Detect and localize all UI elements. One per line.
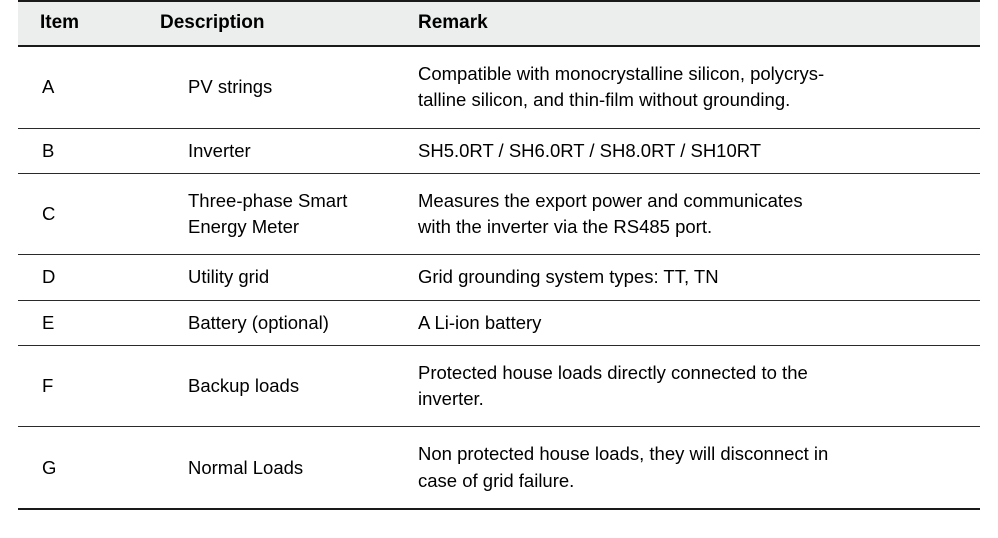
- remark-line: Protected house loads directly connected to the: [418, 361, 808, 383]
- remark-line: Non protected house loads, they will disconnect in: [418, 443, 829, 465]
- cell-description: Utility grid: [148, 255, 410, 300]
- cell-description: Battery (optional): [148, 300, 410, 345]
- column-header-description: Description: [148, 1, 410, 46]
- cell-description: Normal Loads: [148, 427, 410, 509]
- cell-remark: Grid grounding system types: TT, TN: [410, 255, 980, 300]
- cell-item: B: [18, 128, 148, 173]
- table-row: [18, 345, 980, 427]
- table-row: [18, 427, 980, 509]
- table-body: [18, 46, 980, 509]
- table-row: [18, 128, 980, 173]
- remark-line: case of grid failure.: [418, 469, 575, 491]
- remark-line: inverter.: [418, 388, 484, 410]
- cell-item: C: [18, 173, 148, 255]
- table-row: [18, 173, 980, 255]
- table-row: [18, 300, 980, 345]
- cell-item: F: [18, 345, 148, 427]
- column-header-item: Item: [18, 1, 148, 46]
- cell-remark: [410, 345, 980, 427]
- system-components-table: [18, 0, 980, 510]
- cell-item: E: [18, 300, 148, 345]
- remark-line: talline silicon, and thin-film without grounding.: [418, 89, 791, 111]
- header-row: [18, 1, 980, 46]
- cell-description: Inverter: [148, 128, 410, 173]
- table-row: [18, 46, 980, 128]
- description-line: Three-phase Smart: [188, 189, 348, 211]
- column-header-remark: Remark: [410, 1, 980, 46]
- table-row: [18, 255, 980, 300]
- cell-remark: [410, 46, 980, 128]
- cell-remark: A Li-ion battery: [410, 300, 980, 345]
- cell-description: [148, 173, 410, 255]
- cell-remark: [410, 427, 980, 509]
- remark-line: with the inverter via the RS485 port.: [418, 216, 713, 238]
- cell-remark: SH5.0RT / SH6.0RT / SH8.0RT / SH10RT: [410, 128, 980, 173]
- cell-remark: [410, 173, 980, 255]
- cell-item: D: [18, 255, 148, 300]
- remark-line: Compatible with monocrystalline silicon, polycrys-: [418, 63, 825, 84]
- description-line: Energy Meter: [188, 216, 300, 238]
- table-header: [18, 1, 980, 46]
- remark-line: Measures the export power and communicates: [418, 189, 803, 211]
- cell-description: PV strings: [148, 46, 410, 128]
- cell-item: G: [18, 427, 148, 509]
- cell-description: Backup loads: [148, 345, 410, 427]
- cell-item: A: [18, 46, 148, 128]
